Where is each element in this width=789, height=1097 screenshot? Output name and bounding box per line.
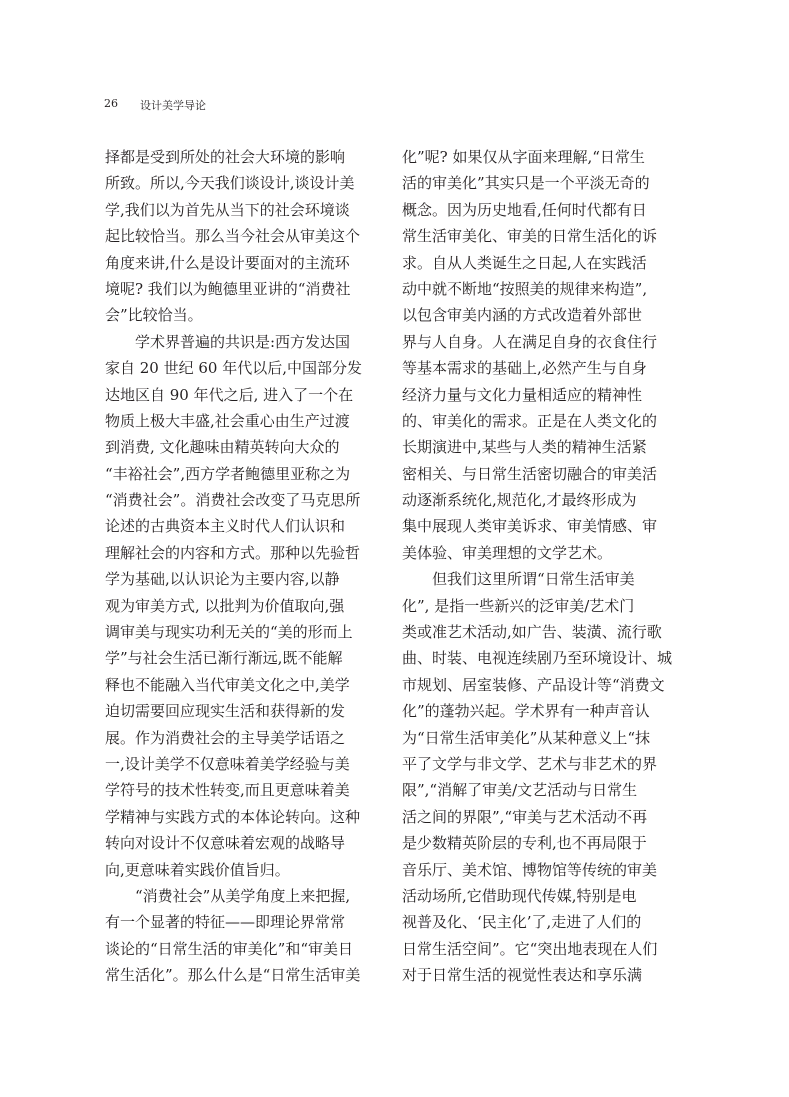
text-line: 所致。所以,今天我们谈设计,谈设计美 <box>105 174 355 193</box>
text-line: 类或准艺术活动,如广告、装潢、流行歌 <box>402 623 662 642</box>
text-line: 展。作为消费社会的主导美学话语之 <box>105 728 346 747</box>
text-line: 转向对设计不仅意味着宏观的战略导 <box>105 834 346 853</box>
text-line: 谈论的“日常生活的审美化”和“审美日 <box>105 939 354 958</box>
text-line: 学符号的技术性转变,而且更意味着美 <box>105 781 350 800</box>
text-line: 动中就不断地“按照美的规律来构造”, <box>402 279 648 298</box>
text-line: 为“日常生活审美化”从某种意义上“抹 <box>402 728 651 747</box>
text-line: 平了文学与非文学、艺术与非艺术的界 <box>402 754 658 773</box>
text-line: 动逐渐系统化,规范化,才最终形成为 <box>402 491 637 510</box>
text-line: 限”,“消解了审美/文艺活动与日常生 <box>402 781 638 800</box>
text-line: 起比较恰当。那么当今社会从审美这个 <box>105 227 361 246</box>
text-line: 常生活审美化、审美的日常生活化的诉 <box>402 227 658 246</box>
text-line: 调审美与现实功利无关的“美的形而上 <box>105 623 353 642</box>
text-line: 到消费, 文化趣味由精英转向大众的 <box>105 438 340 457</box>
text-line: 活的审美化”其实只是一个平淡无奇的 <box>402 174 650 193</box>
text-line: 视普及化、‘民主化’了,走进了人们的 <box>402 913 642 932</box>
text-line: “丰裕社会”,西方学者鲍德里亚称之为 <box>105 464 351 483</box>
text-line: 曲、时装、电视连续剧乃至环境设计、城 <box>402 649 673 668</box>
text-line: 角度来讲,什么是设计要面对的主流环 <box>105 253 350 272</box>
paragraph-start-line: 学术界普遍的共识是:西方发达国 <box>135 332 351 351</box>
text-line: 化”, 是指一些新兴的泛审美/艺术门 <box>402 596 635 615</box>
text-line: 活之间的界限”,“审美与艺术活动不再 <box>402 807 648 826</box>
text-line: 活动场所,它借助现代传媒,特别是电 <box>402 886 637 905</box>
text-line: 论述的古典资本主义时代人们认识和 <box>105 517 346 536</box>
text-line: 美体验、审美理想的文学艺术。 <box>402 543 613 562</box>
text-line: 观为审美方式, 以批判为价值取向,强 <box>105 596 345 615</box>
book-title: 设计美学导论 <box>140 99 206 112</box>
text-line: 日常生活空间”。它“突出地表现在人们 <box>402 939 658 958</box>
text-line: 以包含审美内涵的方式改造着外部世 <box>402 306 643 325</box>
text-line: 音乐厅、美术馆、博物馆等传统的审美 <box>402 860 658 879</box>
text-line: 家自 20 世纪 60 年代以后,中国部分发 <box>105 359 363 378</box>
text-line: 市规划、居室装修、产品设计等“消费文 <box>402 675 665 694</box>
text-line: 学为基础,以认识论为主要内容,以静 <box>105 570 340 589</box>
text-line: 经济力量与文化力量相适应的精神性 <box>402 385 643 404</box>
text-line: 物质上极大丰盛,社会重心由生产过渡 <box>105 411 350 430</box>
text-line: 会”比较恰当。 <box>105 306 203 325</box>
text-line: 概念。因为历史地看,任何时代都有日 <box>402 200 647 219</box>
text-line: “消费社会”。消费社会改变了马克思所 <box>105 491 361 510</box>
text-line: 迫切需要回应现实生活和获得新的发 <box>105 702 346 721</box>
text-line: 境呢? 我们以为鲍德里亚讲的“消费社 <box>105 279 351 298</box>
text-line: 达地区自 90 年代之后, 进入了一个在 <box>105 385 354 404</box>
text-line: 求。自从人类诞生之日起,人在实践活 <box>402 253 647 272</box>
text-line: 等基本需求的基础上,必然产生与自身 <box>402 359 647 378</box>
text-line: 化”呢? 如果仅从字面来理解,“日常生 <box>402 148 645 166</box>
text-line: 常生活化”。那么什么是“日常生活审美 <box>105 966 361 985</box>
text-line: 的、审美化的需求。正是在人类文化的 <box>402 411 658 430</box>
text-line: 学”与社会生活已渐行渐远,既不能解 <box>105 649 343 668</box>
text-line: 对于日常生活的视觉性表达和享乐满 <box>402 966 643 985</box>
text-line: 化”的蓬勃兴起。学术界有一种声音认 <box>402 702 650 721</box>
text-line: 理解社会的内容和方式。那种以先验哲 <box>105 543 361 562</box>
text-line: 密相关、与日常生活密切融合的审美活 <box>402 464 658 483</box>
text-line: 向,更意味着实践价值旨归。 <box>105 860 290 879</box>
text-line: 集中展现人类审美诉求、审美情感、审 <box>402 517 658 536</box>
paragraph-start-line: “消费社会”从美学角度上来把握, <box>135 886 351 905</box>
right-column <box>402 144 685 989</box>
text-line: 学精神与实践方式的本体论转向。这种 <box>105 807 361 826</box>
text-line: 界与人自身。人在满足自身的衣食住行 <box>402 332 658 351</box>
text-line: 长期演进中,某些与人类的精神生活紧 <box>402 438 647 457</box>
text-line: 学,我们以为首先从当下的社会环境谈 <box>105 200 350 219</box>
running-head <box>104 97 206 113</box>
text-line: 一,设计美学不仅意味着美学经验与美 <box>105 754 350 773</box>
left-column <box>105 144 388 989</box>
text-line: 释也不能融入当代审美文化之中,美学 <box>105 675 350 694</box>
text-line: 择都是受到所处的社会大环境的影响 <box>105 148 346 166</box>
text-line: 是少数精英阶层的专利,也不再局限于 <box>402 834 647 853</box>
text-line: 有一个显著的特征——即理论界常常 <box>105 913 346 932</box>
page-number: 26 <box>104 97 118 110</box>
paragraph-start-line: 但我们这里所谓“日常生活审美 <box>432 570 635 589</box>
